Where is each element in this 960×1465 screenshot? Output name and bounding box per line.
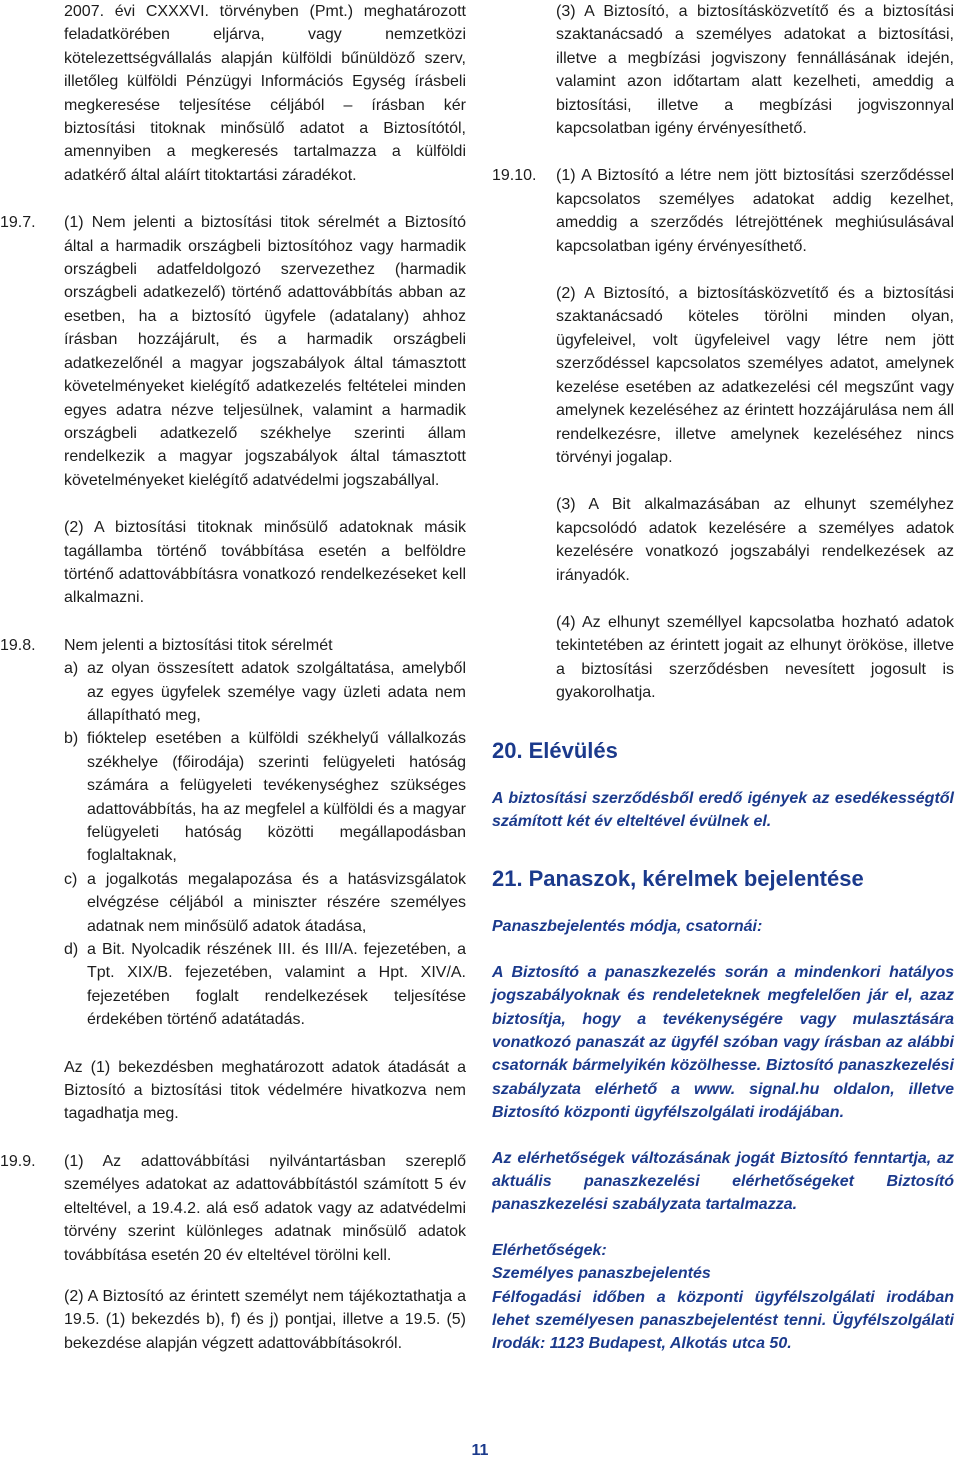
paragraph: (1) Az adattovábbítási nyilvántartásban szereplő személyes adatokat az adattovábbítástól számított 5 év elteltével, a 19.4.2. alá eső adatok vagy az adatvédelmi törvény szerint különleges adatnak minősülő adatok továbbítása esetén 20 év elteltével törölni kell. bbox=[64, 1152, 466, 1264]
heading-title: Elévülés bbox=[528, 737, 618, 763]
page-number: 11 bbox=[471, 1442, 489, 1459]
paragraph: (3) A Biztosító, a biztosításközvetítő és a biztosítási szaktanácsadó a személyes adatokat a biztosítási, illetve a megbízási jogviszony fennállásának idején, valamint azon időtartam alatt kezelheti, ameddig a biztosítási, illetve a megbízási jogviszonnyal kapcsolatban igény érvényesíthető. bbox=[556, 3, 954, 138]
list-item bbox=[64, 938, 466, 1032]
section-19-7 bbox=[0, 211, 466, 610]
paragraph: (1) Nem jelenti a biztosítási titok sérelmét a Biztosító által a harmadik országbeli biztosítóhoz vagy harmadik országbeli adatfeldolgozó szervezethez (harmadik országbeli adatkezelő) történő adattovábbítás abban az esetben, ha a biztosító ügyfele (adatalany) ahhoz írásban hozzájárult, és a harmadik országbeli adatkezelőnél a magyar jogszabályok által támasztott követelményeket kielégítő adatkezelés feltételei minden egyes adatra nézve teljesülnek, valamint a harmadik országbeli adatkezelő székhelye szerinti állam rendelkezik a magyar jogszabályok által támasztott követelményeket kielégítő adatvédelmi jogszabállyal. bbox=[64, 214, 466, 489]
section-number: 19.10. bbox=[492, 167, 537, 185]
intro-paragraph: 2007. évi CXXXVI. törvényben (Pmt.) meghatározott feladatkörében eljárva, vagy nemzetközi kötelezettségvállalás alapján külföldi bűnüldöző szerv, illetőleg külföldi Pénzügyi Információs Egység írásbeli megkeresése teljesítése céljából – írásban kér biztosítási titoknak minősülő adatot a Biztosítótól, amennyiben a megkeresés tartalmazza a külföldi adatkérő által aláírt titoktartási záradékot. bbox=[64, 3, 466, 184]
paragraph: (1) A Biztosító a létre nem jött biztosítási szerződéssel kapcsolatos személyes adatokat addig kezelhet, ameddig a szerződés létrejöttének meghiúsulásával kapcsolatban igény érvényesíthető. bbox=[556, 167, 954, 255]
paragraph: (2) A Biztosító az érintett személyt nem tájékoztathatja a 19.5. (1) bekezdés b), f) és j) pontjai, illetve a 19.5. (5) bekezdése alapján végzett adattovábbításokról. bbox=[64, 1287, 466, 1352]
section-lead: Nem jelenti a biztosítási titok sérelmét bbox=[64, 636, 333, 654]
limitation-statement: A biztosítási szerződésből eredő igények az esedékességtől számított két év elteltével évülnek el. bbox=[492, 789, 954, 830]
list-item bbox=[64, 868, 466, 938]
item-label: a) bbox=[64, 660, 79, 678]
item-text: fióktelep esetében a külföldi székhelyű vállalkozás székhelye (főirodája) szerinti felügyeleti hatóság számára a felügyeleti tevékenységhez szükséges adattovábbítás, ha az megfelel a külföldi és a magyar felügyeleti hatóság közötti megállapodásban foglaltaknak, bbox=[87, 730, 466, 865]
contacts-title: Elérhetőségek: bbox=[492, 1241, 607, 1259]
section-19-6-continued bbox=[0, 0, 466, 187]
item-label: b) bbox=[64, 730, 79, 748]
paragraph: (3) A Bit alkalmazásában az elhunyt személyhez kapcsolódó adatok kezelésére a személyes adatok kezelésére vonatkozó jogszabályi rendelkezések az irányadók. bbox=[556, 496, 954, 584]
subheading: Panaszbejelentés módja, csatornái: bbox=[492, 918, 763, 936]
heading-number: 21. bbox=[492, 866, 523, 892]
list-item bbox=[64, 727, 466, 867]
paragraph: (4) Az elhunyt személlyel kapcsolatba hozható adatok tekintetében az érintett jogait az elhunyt örököse, illetve a biztosítási szerződésben nevesített jogosult is gyakorolhatja. bbox=[556, 613, 954, 702]
list-item bbox=[64, 657, 466, 727]
heading-20 bbox=[492, 737, 954, 765]
section-19-10 bbox=[492, 164, 954, 704]
paragraph: A Biztosító a panaszkezelés során a mindenkori hatályos jogszabályoknak és rendeleteknek megfelelően jár el, azaz biztosítja, hogy a tevékenységére vagy mulasztására vonatkozó panaszát az ügyfél szóban vagy írásban az alábbi csatornák bármelyikén közölhesse. Biztosító panaszkezelési szabályzata elérhető a www. signal.hu oldalon, illetve Biztosító központi ügyfélszolgálati irodájában. bbox=[492, 963, 954, 1122]
contacts-block bbox=[492, 1239, 954, 1356]
item-text: a Bit. Nyolcadik részének III. és III/A. fejezetében, a Tpt. XIX/B. fejezetében, valamint a Hpt. XIV/A. fejezetében foglalt rendelkezések teljesítése érdekében történő adatátadás. bbox=[87, 941, 466, 1029]
heading-number: 20. bbox=[492, 737, 523, 763]
section-number: 19.9. bbox=[0, 1152, 36, 1170]
heading-title: Panaszok, kérelmek bejelentése bbox=[528, 866, 864, 892]
item-label: d) bbox=[64, 941, 79, 959]
right-column bbox=[492, 0, 954, 1356]
paragraph: Az elérhetőségek változásának jogát Biztosító fenntartja, az aktuális panaszkezelési elérhetőségeket Biztosító panaszkezelési szabályzata tartalmazza. bbox=[492, 1149, 954, 1214]
item-label: c) bbox=[64, 870, 78, 888]
paragraph: (2) A Biztosító, a biztosításközvetítő és a biztosítási szaktanácsadó köteles törölni minden olyan, ügyfeleivel, volt ügyfeleivel vagy létre nem jött szerződéssel kapcsolatos személyes adatot, amelynek kezelése esetében az adatkezelési cél megszűnt vagy amelynek kezeléséhez az érintett hozzájárulása nem áll rendelkezésre, illetve amelynek kezeléséhez nincs törvényi jogalap. bbox=[556, 285, 954, 466]
section-19-9-continued bbox=[492, 0, 954, 140]
section-number: 19.7. bbox=[0, 214, 36, 232]
paragraph: (2) A biztosítási titoknak minősülő adatoknak másik tagállamba történő továbbítása esetén a belföldre történő adattovábbításra vonatkozó rendelkezéseket kell alkalmazni. bbox=[64, 519, 466, 607]
item-list bbox=[64, 657, 466, 1032]
contacts-subtitle: Személyes panaszbejelentés bbox=[492, 1265, 711, 1283]
heading-21 bbox=[492, 865, 954, 893]
section-19-8 bbox=[0, 634, 466, 1126]
paragraph: Az (1) bekezdésben meghatározott adatok átadását a Biztosító a biztosítási titok védelmére hivatkozva nem tagadhatja meg. bbox=[64, 1058, 466, 1123]
section-19-9 bbox=[0, 1150, 466, 1355]
section-number: 19.8. bbox=[0, 636, 36, 654]
item-text: a jogalkotás megalapozása és a hatásvizsgálatok elvégzése céljából a miniszter részére személyes adatnak nem minősülő adatok átadása, bbox=[87, 870, 466, 935]
item-text: az olyan összesített adatok szolgáltatása, amelyből az egyes ügyfelek személye vagy üzleti adata nem állapítható meg, bbox=[87, 660, 466, 724]
left-column bbox=[0, 0, 466, 1355]
contacts-text: Félfogadási időben a központi ügyfélszolgálati irodában lehet személyesen panaszbejelentést tenni. Ügyfélszolgálati Irodák: 1123 Budapest, Alkotás utca 50. bbox=[492, 1288, 954, 1353]
